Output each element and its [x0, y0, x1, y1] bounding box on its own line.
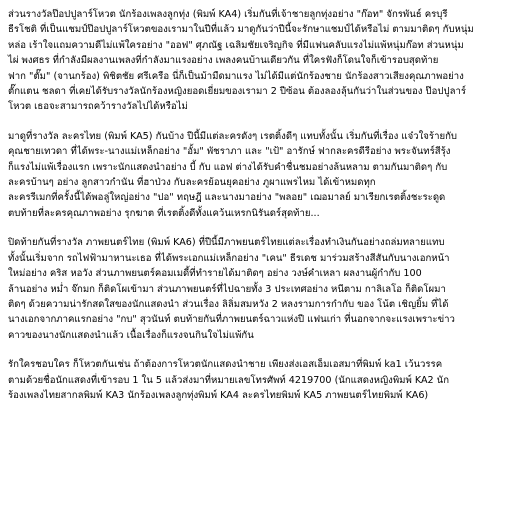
text-line: ปิดท้ายกันที่รางวัล ภาพยนตร์ไทย (พิมพ์ KA6) ที่ปีนี้มีภาพยนตร์ไทยแต่ละเรื่องทำเงินกันอย่างถล่มทลายแทบ [8, 237, 445, 249]
text-line: ตั๊กแตน ชลดา ที่เคยได้รับรางวัลนักร้องหญิงยอดเยี่ยมของเรามา 2 ปีซ้อน ต้องลองลุ้นกันว่าในส่วนของ ป๊อปปูลาร์ [8, 86, 466, 98]
text-line: ร้องเพลงไทยสากลพิมพ์ KA3 นักร้องเพลงลูกทุ่งพิมพ์ KA4 ละครไทยพิมพ์ KA5 ภาพยนตร์ไทยพิมพ์ KA6) [8, 389, 429, 401]
text-line: ทั้งนั้นเริ่มจาก รถไฟฟ้ามาหานะเธอ ที่ได้พระเอกแม่เหล็กอย่าง "เคน" ธีรเดช มาร่วมสร้างสีสันกับนางเอกหน้า [8, 252, 450, 264]
paragraph-popular-vote-singers [8, 7, 518, 115]
article-body [8, 7, 518, 403]
text-line: ไผ่ พงศธร ที่กำลังมีผลงานเพลงที่กำลังมาแรงอย่าง เพลงคนบ้านเดียวกัน ที่ใครฟังก็โดนใจก็เข้ารอบสุดท้าย [8, 55, 439, 67]
text-line: คุณชายเทวดา ที่ได้พระ-นางแม่เหล็กอย่าง "อั้ม" พัชราภา และ "เป้" อารักษ์ ฟากละครดีรีอย่าง พระจันทร์สีรุ้ง [8, 146, 451, 158]
text-line: ส่วนรางวัลป๊อปปูลาร์โหวต นักร้องเพลงลูกทุ่ง (พิมพ์ KA4) เริ่มกันที่เจ้าชายลูกทุ่งอย่าง "ก๊อท" จักรพันธ์ ครบุรี [8, 9, 448, 20]
text-line: ละครรีเมกที่ครั้งนี้ได้พอลู่ใหญ่อย่าง "ปอ" ทฤษฎี และนางมาอย่าง "พลอย" เฌอมาลย์ มาเรียกเรตติ้งชะระดูด [8, 192, 446, 204]
text-line: มาดูที่รางวัล ละครไทย (พิมพ์ KA5) กันบ้าง ปีนี้มีแต่ละครดังๆ เรตติ้งดีๆ แทบทั้งนั้น เริ่มกันที่เรื่อง แจ๋วใจร้ายกับ [8, 130, 457, 142]
text-line: ละครบ้านๆ อย่าง ลูกสาวกำนัน ที่ฮาป่วง กับละครย้อนยุคอย่าง ภูผาแพรไหม ได้เข้าหมดทุก [8, 177, 376, 189]
text-line: ฟาก "ตั๊ม" (จานกร้อง) พิชิตชัย ศรีเครือ นี่ก็เป็นม้ามืดมาแรง ไม่ได้มีแต่นักร้องชาย นักร้องสาวเสียงคุณภาพอย่าง [8, 70, 464, 82]
text-line: ใหม่อย่าง คริส หอวัง ส่วนภาพยนตร์คอมเมดี้ที่ทำรายได้มาติดๆ อย่าง วงษ์คำเหลา ผลงานผู้กำกับ 100 [8, 268, 422, 280]
text-line: ติดๆ ด้วยความน่ารักสดใสของนักแสดงนำ ส่วนเรื่อง ลิลิ่มสมหวัง 2 หลงรามการกำกับ ของ โน้ต เชิญยิ้ม ที่ได้ [8, 298, 449, 310]
text-line: ธีรโชติ ที่เป็นแชมป์ป๊อปปูลาร์โหวตของเรามาในปีที่แล้ว มาดูกันว่าปีนี้จะรักษาแชมป์ได้หรือไม่ ตามมาติดๆ กับหนุ่ม [8, 24, 474, 36]
text-line: หล่อ เร้าใจแถมความดีไม่แพ้ใครอย่าง "ออฟ" ศุภณัฐ เฉลิมชัยเจริญกิจ ที่มีแฟนคลับแรงไม่แพ้หนุ่มก๊อท ส่วนหนุ่ม [8, 39, 464, 51]
paragraph-voting-instructions [8, 357, 518, 403]
text-line: ตบท้ายที่ละครคุณภาพอย่าง รุกฆาต ที่เรตติ้งดีทั้งแคว้นเหรกนิรันดร์สุดท้าย... [8, 207, 320, 219]
text-line: รักใครชอบใคร ก็โหวตกันเช่น ถ้าต้องการโหวตนักแสดงนำชาย เพียงส่งเอสเอ็มเอสมาที่พิมพ์ ka1 เว้นวรรค [8, 359, 443, 371]
paragraph-thai-film [8, 235, 518, 343]
paragraph-thai-drama [8, 129, 518, 221]
text-line: โหวต เธอจะสามารถคว้ารางวัลไปได้หรือไม่ [8, 101, 188, 113]
text-line: นางเอกจากภาคแรกอย่าง "กบ" สุวนันท์ ตบท้ายกันที่ภาพยนตร์ฉาวแห่งปี แฟนเก่า ที่นอกจากจะแรงเพราะข่าว [8, 314, 455, 326]
text-line: คาวของนางนักแสดงนำแล้ว เนื้อเรื่องก็แรงจนกินใจไม่แพ้กัน [8, 329, 254, 341]
text-line: ก็แรงไม่แพ้เรื่องแรก เพราะนักแสดงนำอย่าง บี้ กับ แอฟ ต่างได้รับคำชื่นชมอย่างล้นหลาม ตามกันมาติดๆ กับ [8, 161, 448, 173]
text-line: ล้านอย่าง หม่ำ จ๊กมก ก็ติดโผเข้ามา ส่วนภาพยนตร์ที่ไปฉายทั้ง 3 ประเทศอย่าง หนีตาม กาลิเลโอ ก็ติดโผมา [8, 283, 446, 295]
text-line: ตามด้วยชื่อนักแสดงที่เข้ารอบ 1 ใน 5 แล้วส่งมาที่หมายเลขโทรศัพท์ 4219700 (นักแสดงหญิงพิมพ์ KA2 นัก [8, 374, 450, 386]
